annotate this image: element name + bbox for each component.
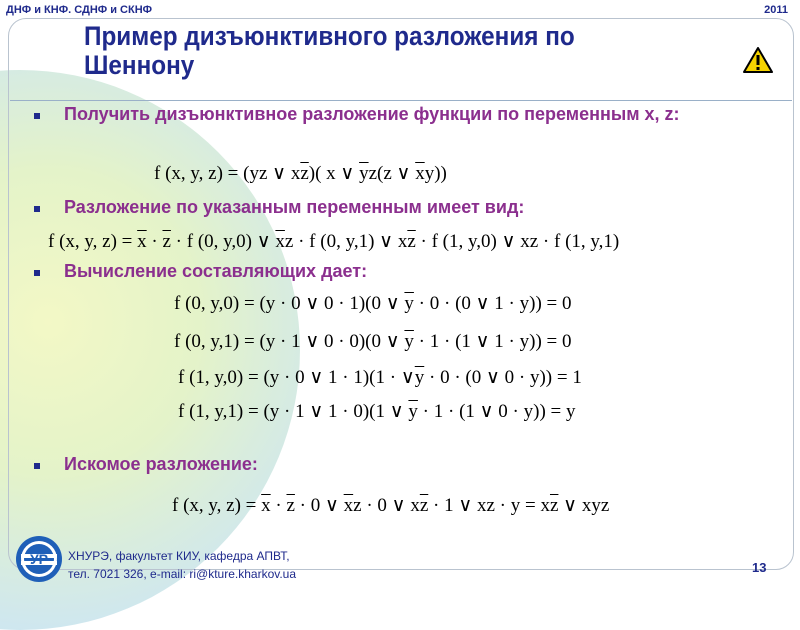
bullet-expansion-form: Разложение по указанным переменным имеет вид:	[64, 197, 525, 217]
header-year: 2011	[764, 4, 788, 16]
title-divider	[10, 100, 792, 101]
formula-component-3: f (1, y,0) = (y · 0 ∨ $1 \cdot 1)(1 \cdot \vee\overline{y} \cdot 0 \cdot (0$ ∨ 0 · y)) = 1	[178, 367, 582, 388]
bullet-marker	[34, 206, 40, 212]
bullet-marker	[34, 113, 40, 119]
formula-expansion: f (x, y, $z) = \overline{x} \cdot \overline{z} \cdot f$ (0, y,0) ∨ $\overline{x}z \cdot f$ (0, y,1) ∨ $x\overline{z} \cdot f$ (1, y,0) ∨ xz · f (1, y,1)	[48, 231, 620, 252]
formula-component-2: f (0, y,1) = (y · 1 ∨ 0 · 0)(0 ∨ $\overline{y} \cdot 1 \cdot (1$ ∨ 1 · y)) = 0	[174, 331, 572, 352]
formula-component-4: f (1, y,1) = (y · 1 ∨ 1 · 0)(1 ∨ $\overline{y} \cdot 1 \cdot (1$ ∨ 0 · y)) = y	[178, 401, 576, 422]
bullet-marker	[34, 270, 40, 276]
bullet-components: Вычисление составляющих дает:	[64, 261, 368, 281]
footer-contacts: тел. 7021 326, e-mail: ri@kture.kharkov.ua	[68, 567, 297, 581]
page-number: 13	[752, 560, 767, 575]
header-topic: ДНФ и КНФ. СДНФ и СКНФ	[6, 4, 153, 16]
formula-component-1: f (0, y,0) = (y · 0 ∨ 0 · 1)(0 ∨ $\overline{y} \cdot 0 \cdot (0$ ∨ 1 · y)) = 0	[174, 293, 572, 314]
footer-department: ХНУРЭ, факультет КИУ, кафедра АПВТ,	[68, 549, 290, 563]
svg-text:УР: УР	[29, 551, 49, 567]
bullet-task: Получить дизъюнктивное разложение функции по переменным x, z:	[64, 104, 680, 124]
formula-result: f (x, y, $z) = \overline{x} \cdot \overline{z} \cdot 0$ ∨ $\overline{x}z \cdot 0$ ∨ $x\overline{z} \cdot 1$ ∨ xz · $y = x\overline{z}$ ∨ xyz	[172, 495, 610, 516]
formula-function: f (x, y, z) = (yz ∨ $x\overline{z}$)( x ∨ $\overline{y}z(z$ ∨ $\overline{x}y$))	[154, 163, 447, 184]
warning-icon	[742, 46, 774, 74]
university-logo	[14, 534, 64, 584]
slide-title: Пример дизъюнктивного разложения по Шеннону	[84, 21, 575, 80]
bullet-marker	[34, 463, 40, 469]
bullet-result: Искомое разложение:	[64, 454, 258, 474]
